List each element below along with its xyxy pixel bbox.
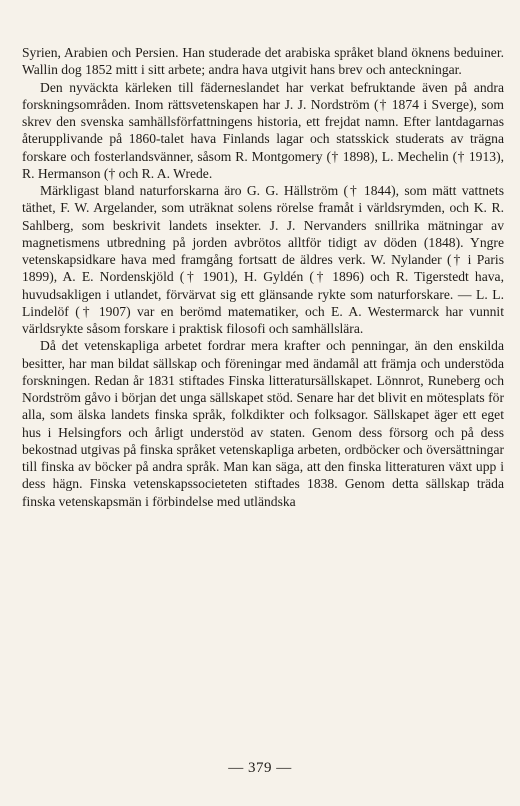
body-text — [22, 44, 504, 510]
page-number: — 379 — — [228, 760, 292, 776]
paragraph-1: Syrien, Arabien och Persien. Han studerade det arabiska språket bland öknens beduiner. Wallin dog 1852 mitt i sitt arbete; andra hava utgivit hans brev och anteckningar. — [22, 45, 504, 78]
paragraph-4: Då det vetenskapliga arbetet fordrar mera krafter och penningar, än den enskilda besitter, har man bildat sällskap och föreningar med ändamål att främja och understöda forskningen. Redan år 1831 stiftades Finska litteratursällskapet. Lönnrot, Runeberg och Nordström gåvo i början det unga sällskapet stöd. Senare har det blivit en mötesplats för alla, som älska landets finska språk, folkdikter och folksagor. Sällskapet äger ett eget hus i Helsingfors och årligt understöd av staten. Genom dess försorg och på dess bekostnad utgivas på finska språket vetenskapliga arbeten, ordböcker och översättningar till finska av böcker på andra språk. Man kan säga, att den finska litteraturen växt upp i dess hägn. Finska vetenskapssocieteten stiftades 1838. Genom detta sällskap träda finska vetenskapsmän i förbindelse med utländska — [22, 338, 504, 509]
paragraph-2: Den nyväckta kärleken till fäderneslandet har verkat befruktande även på andra forskningsområden. Inom rättsvetenskapen har J. J. Nordström († 1874 i Sverge), som skrev den svenska samhällsförfattningens historia, ett frejdat namn. Efter lantdagarnas återupplivande på 1860-talet hava Finlands lagar och statsskick studerats av trägna forskare och fosterlandsvänner, såsom R. Montgomery († 1898), L. Mechelin († 1913), R. Hermanson († och R. A. Wrede. — [22, 79, 504, 181]
paragraph-3: Märkligast bland naturforskarna äro G. G. Hällström († 1844), som mätt vattnets täthet, F. W. Argelander, som uträknat solens rörelse framåt i världsrymden, och K. R. Sahlberg, som beskrivit landets insekter. J. J. Nervanders snillrika mätningar av magnetismens utbredning på jorden avbrötos alltför tidigt av döden (1848). Yngre vetenskapsidkare hava med framgång fortsatt de äldres verk. W. Nylander († i Paris 1899), A. E. Nordenskjöld († 1901), H. Gyldén († 1896) och R. Tigerstedt hava, huvudsakligen i utlandet, förvärvat sig ett glänsande rykte som naturforskare. — L. L. Lindelöf († 1907) var en berömd matematiker, och E. A. Westermarck har vunnit världsrykte såsom forskare i praktisk filosofi och samhällslära. — [22, 183, 504, 336]
